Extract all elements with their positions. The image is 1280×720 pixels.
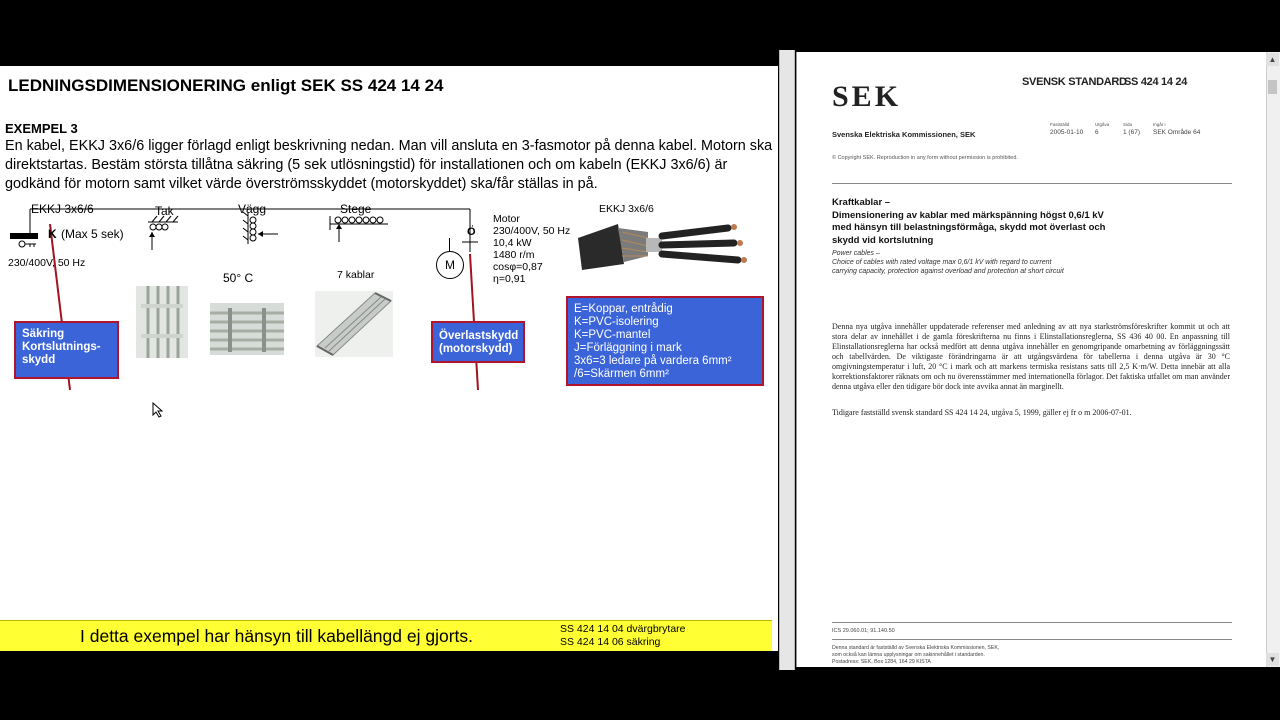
fuse-callout-line: Säkring <box>22 328 65 340</box>
mouse-cursor-icon <box>152 402 164 418</box>
scrollbar-thumb[interactable] <box>1268 80 1277 94</box>
standard-number: SS 424 14 24 <box>1124 76 1188 88</box>
legend-line: 3x6=3 ledare på vardera 6mm² <box>574 355 732 367</box>
subtitle-line: carrying capacity, protection against overload and protection at short circuit <box>832 268 1064 275</box>
legend-line: K=PVC-mantel <box>574 329 651 341</box>
meta-header-date: Fastställd <box>1050 122 1070 127</box>
tak-label: Tak <box>155 204 174 218</box>
heading-line: Dimensionering av kablar med märkspänning högst 0,6/1 kV <box>832 209 1104 221</box>
motor-spec-eta: η=0,91 <box>493 273 526 285</box>
doc-footer-line: Denna standard är fastställd av Svenska Elektriska Kommissionen, SEK, <box>832 645 1000 651</box>
presentation-slide <box>0 66 778 651</box>
fuse-callout-box <box>14 321 119 379</box>
motor-spec-cosphi: cosφ=0,87 <box>493 261 543 273</box>
heading-line: med hänsyn till belastningsförmåga, skydd mot överlast och <box>832 222 1106 233</box>
document-body-previous: Tidigare fastställd svensk standard SS 424 14 24, utgåva 5, 1999, gäller ej fr o m 2006-07-01. <box>832 408 1132 417</box>
document-subtitle <box>832 249 1064 276</box>
doc-footer-line: Postadress: SEK, Box 1284, 164 29 KISTA <box>832 659 931 665</box>
meta-date: 2005-01-10 <box>1050 129 1084 136</box>
ekkj-cable-photo <box>578 218 750 274</box>
cable-label: EKKJ 3x6/6 <box>31 202 94 216</box>
cables-count-label: 7 kablar <box>337 269 375 281</box>
document-scrollbar[interactable] <box>1266 52 1280 667</box>
motor-spec-speed: 1480 r/m <box>493 249 535 261</box>
meta-area: SEK Område 64 <box>1153 129 1201 136</box>
ics-rule <box>832 622 1232 623</box>
fuse-callout-line: Kortslutnings- <box>22 341 101 353</box>
slide-title: LEDNINGSDIMENSIONERING enligt SEK SS 424 14 24 <box>8 76 444 95</box>
document-body: Denna nya utgåva innehåller uppdaterade referenser med anledning av att nya starkströmsföreskrifter kommit ut och att stora delar av innehållet i de gamla föreskrifterna nu finns i Elinstallationsreglerna, SS 436 40 00. En anpassning till Elinstallationsreglerna har också medfört att denna utgåva innehåller en genomgripande omarbetning av förläggningssätt och tabellvärden. De viktigaste förändringarna är att utgångsvärdena för tabellerna i denna utgåva är 30 °C omgivningstemperatur i luft, 20 °C i mark och att markens termiska resistans satts till 2,5 K·m/W. Detta innebär att alla korrektionsfaktorer räknats om och nu överensstämmer med internationella förlagor. Det faktiska utfallet om man använder denna utgåva eller den tidigare bör dock inte avvika annat än marginellt. <box>832 322 1230 391</box>
ics-codes: ICS 29.060.01; 91.140.50 <box>832 628 895 634</box>
document-heading <box>832 197 1105 247</box>
motor-symbol: M <box>436 251 464 279</box>
scroll-down-icon[interactable]: ▼ <box>1266 653 1279 666</box>
overload-symbol: Ö <box>467 226 476 238</box>
legend-line: J=Förläggning i mark <box>574 342 682 354</box>
overload-callout-line: (motorskydd) <box>439 343 513 355</box>
wall-cables-photo <box>210 303 284 355</box>
scroll-up-icon[interactable]: ▲ <box>1266 53 1279 66</box>
subtitle-line: Power cables – <box>832 250 880 257</box>
pane-divider[interactable] <box>779 50 795 670</box>
meta-header-page: Sida <box>1123 122 1133 127</box>
meta-page: 1 (67) <box>1123 129 1140 136</box>
example-label: EXEMPEL 3 <box>5 121 78 136</box>
stege-label: Stege <box>340 202 372 216</box>
cable-image-label: EKKJ 3x6/6 <box>599 203 654 215</box>
motor-specs <box>493 213 570 285</box>
ladder-cables-photo <box>315 291 393 357</box>
example-paragraph: En kabel, EKKJ 3x6/6 ligger förlagd enligt beskrivning nedan. Man vill ansluta en 3-fasmotor på denna kabel. Motorn ska direktstartas. Bestäm största tillåtna säkring (5 sek utlösningstid) för installationen och om kabeln (EKKJ 3x6/6) är godkänd för motorn samt vilket värde överströmsskyddet (motorskyddet) ska/får ställas in på. <box>5 138 773 192</box>
temperature-label: 50° C <box>223 271 254 285</box>
document-viewer-page <box>796 52 1267 667</box>
ceiling-cables-photo <box>136 286 188 358</box>
footer-note: I detta exempel har hänsyn till kabellängd ej gjorts. <box>80 626 474 646</box>
overload-callout-box <box>431 321 525 363</box>
motor-spec-voltage: 230/400V, 50 Hz <box>493 225 571 237</box>
subtitle-line: Choice of cables with rated voltage max 0,6/1 kV with regard to current <box>832 259 1052 266</box>
motor-lead <box>449 238 450 251</box>
heading-line: skydd vid kortslutning <box>832 234 934 246</box>
standard-label: SVENSK STANDARD <box>1022 76 1127 88</box>
copyright-line: © Copyright SEK. Reproduction in any form without permission is prohibited. <box>832 155 1018 161</box>
meta-header-edition: Utgåva <box>1095 122 1110 127</box>
org-name: Svenska Elektriska Kommissionen, SEK <box>832 130 976 139</box>
doc-footer-line: som också kan lämna upplysningar om sakinnehållet i standarden. <box>832 652 985 658</box>
sek-logo: SEK <box>832 80 902 113</box>
footer-rule <box>832 639 1232 640</box>
slide-footer <box>0 620 772 651</box>
fuse-callout-line: skydd <box>22 354 56 366</box>
legend-line: E=Koppar, entrådig <box>574 303 673 315</box>
supply-label: 230/400V, 50 Hz <box>8 257 86 269</box>
fuse-k-label: K <box>48 227 57 241</box>
legend-line: K=PVC-isolering <box>574 316 659 328</box>
heading-rule <box>832 183 1232 184</box>
cable-legend-box <box>566 296 764 386</box>
meta-header-area: Ingår i <box>1153 122 1166 127</box>
footer-ref-dvargbrytare: SS 424 14 04 dvärgbrytare <box>560 623 686 635</box>
vagg-label: Vägg <box>238 202 267 216</box>
heading-line: Kraftkablar – <box>832 197 891 208</box>
overload-callout-line: Överlastskydd <box>439 330 519 342</box>
motor-spec-title: Motor <box>493 213 520 225</box>
legend-line: /6=Skärmen 6mm² <box>574 368 669 380</box>
fuse-note: (Max 5 sek) <box>61 227 124 241</box>
fuse-symbol <box>10 233 38 239</box>
motor-spec-power: 10,4 kW <box>493 237 532 249</box>
document-footer <box>832 645 999 666</box>
meta-edition: 6 <box>1095 129 1099 136</box>
footer-ref-sakring: SS 424 14 06 säkring <box>560 636 661 648</box>
